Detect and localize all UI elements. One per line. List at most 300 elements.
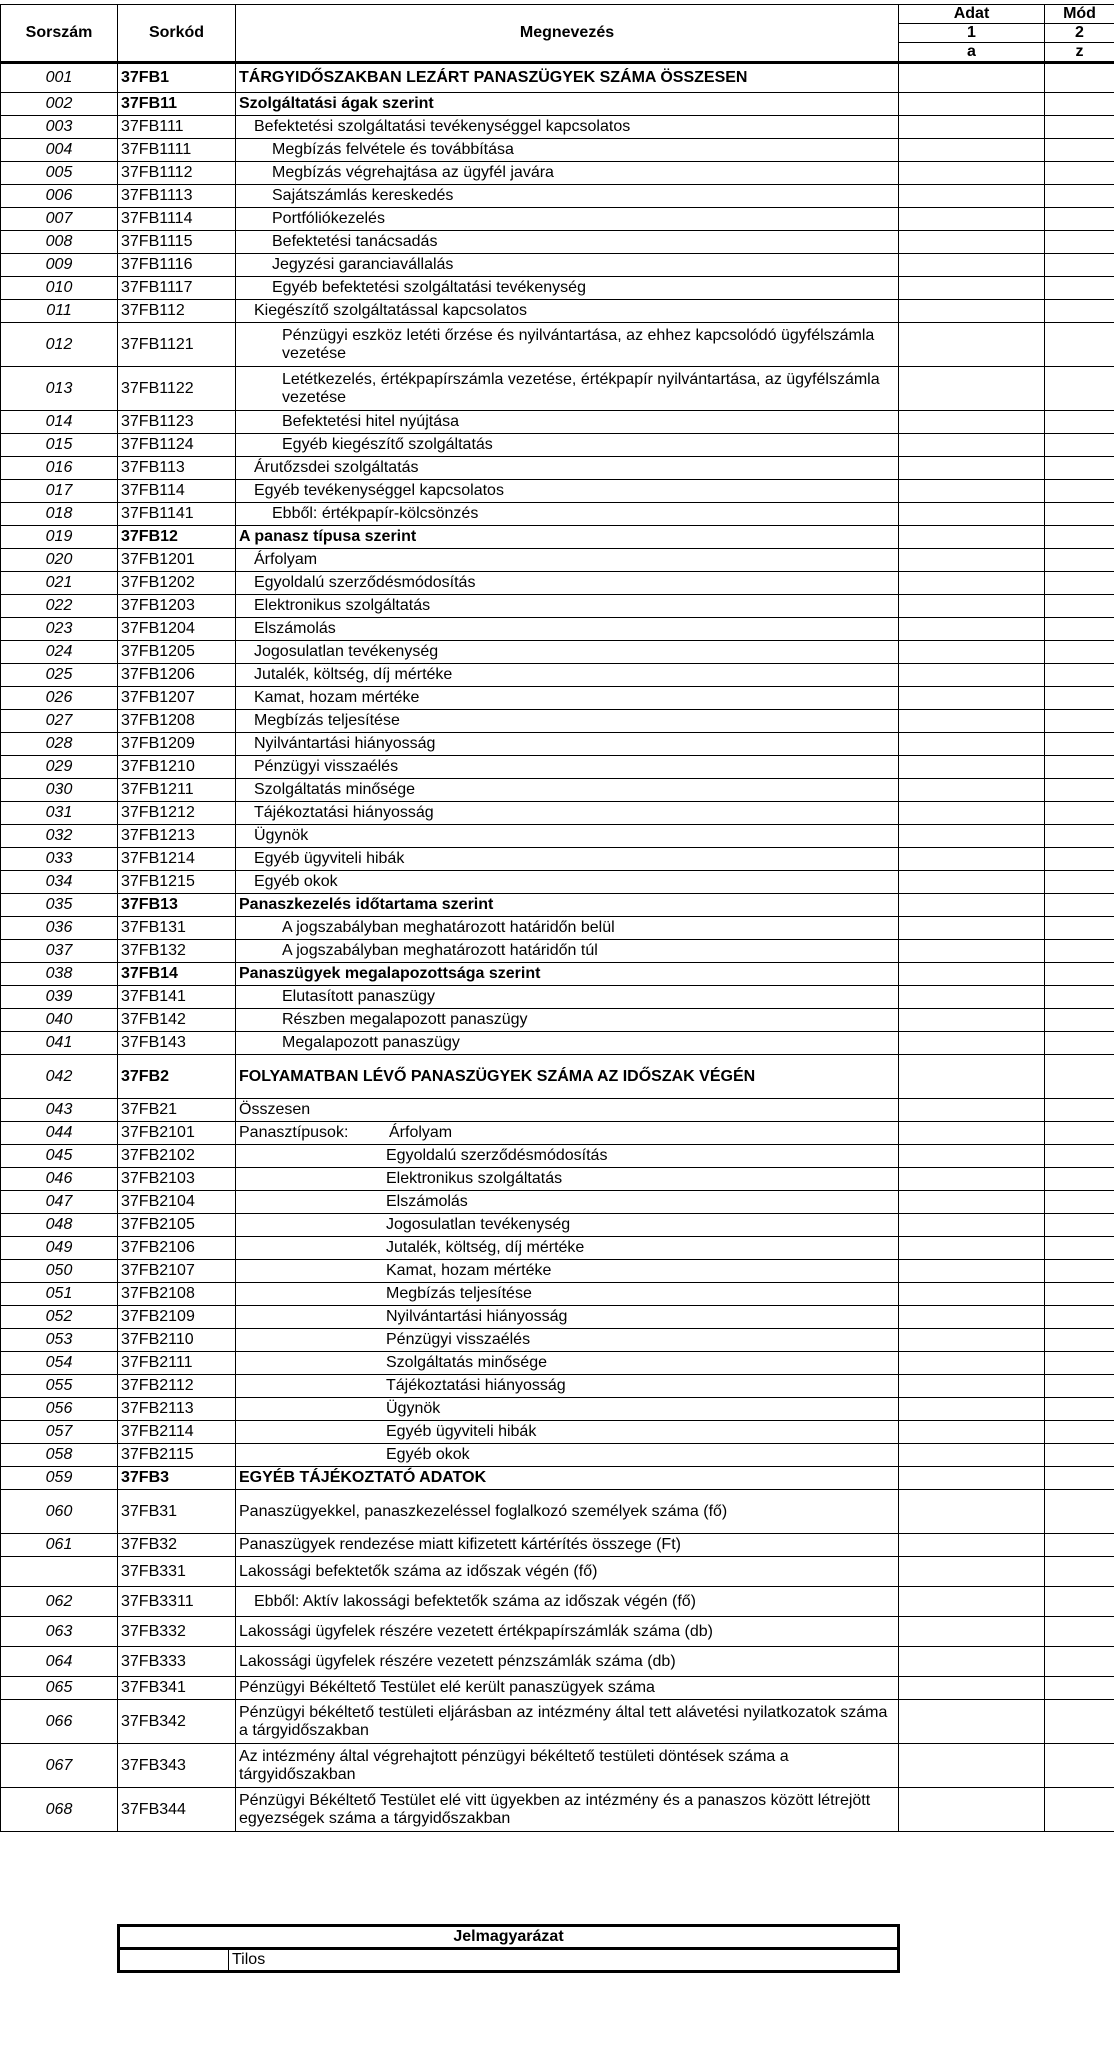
cell-mod — [1045, 526, 1114, 549]
row-code: 37FB1116 — [118, 254, 236, 277]
row-number: 067 — [1, 1744, 118, 1788]
table-row — [1, 572, 1114, 595]
cell-mod — [1045, 162, 1114, 185]
row-name: Egyoldalú szerződésmódosítás — [236, 572, 899, 595]
cell-adat — [899, 1099, 1045, 1122]
row-number: 050 — [1, 1260, 118, 1283]
row-number: 022 — [1, 595, 118, 618]
row-name — [236, 1122, 899, 1145]
table-row — [1, 940, 1114, 963]
row-number: 059 — [1, 1467, 118, 1490]
row-number: 018 — [1, 503, 118, 526]
table-row — [1, 434, 1114, 457]
table-row — [1, 480, 1114, 503]
row-code: 37FB113 — [118, 457, 236, 480]
row-number: 002 — [1, 93, 118, 116]
row-number: 051 — [1, 1283, 118, 1306]
cell-mod — [1045, 595, 1114, 618]
row-code: 37FB1211 — [118, 779, 236, 802]
header-mod: Mód — [1045, 5, 1114, 24]
cell-adat — [899, 1421, 1045, 1444]
row-code: 37FB2105 — [118, 1214, 236, 1237]
table-row — [1, 1145, 1114, 1168]
row-number: 025 — [1, 664, 118, 687]
table-row — [1, 139, 1114, 162]
row-name: Lakossági ügyfelek részére vezetett értékpapírszámlák száma (db) — [236, 1617, 899, 1647]
row-name: Elszámolás — [236, 1191, 899, 1214]
cell-mod — [1045, 1329, 1114, 1352]
row-number: 052 — [1, 1306, 118, 1329]
cell-mod — [1045, 1788, 1114, 1832]
row-number: 031 — [1, 802, 118, 825]
row-code: 37FB2110 — [118, 1329, 236, 1352]
table-row — [1, 1122, 1114, 1145]
cell-adat — [899, 1009, 1045, 1032]
cell-adat — [899, 1700, 1045, 1744]
row-number: 023 — [1, 618, 118, 641]
row-number: 021 — [1, 572, 118, 595]
cell-mod — [1045, 986, 1114, 1009]
row-code: 37FB343 — [118, 1744, 236, 1788]
cell-adat — [899, 1617, 1045, 1647]
row-name: Egyéb kiegészítő szolgáltatás — [236, 434, 899, 457]
cell-adat — [899, 802, 1045, 825]
row-name: Befektetési hitel nyújtása — [236, 411, 899, 434]
cell-mod — [1045, 1700, 1114, 1744]
row-code: 37FB1115 — [118, 231, 236, 254]
cell-adat — [899, 323, 1045, 367]
row-number: 054 — [1, 1352, 118, 1375]
cell-mod — [1045, 1168, 1114, 1191]
row-code: 37FB132 — [118, 940, 236, 963]
row-number: 061 — [1, 1534, 118, 1557]
table-row — [1, 595, 1114, 618]
row-code: 37FB1201 — [118, 549, 236, 572]
cell-adat — [899, 549, 1045, 572]
cell-mod — [1045, 434, 1114, 457]
table-row — [1, 1444, 1114, 1467]
row-name: Ügynök — [236, 825, 899, 848]
row-code: 37FB11 — [118, 93, 236, 116]
row-code: 37FB21 — [118, 1099, 236, 1122]
cell-mod — [1045, 1237, 1114, 1260]
table-row — [1, 1099, 1114, 1122]
cell-mod — [1045, 1352, 1114, 1375]
table-row — [1, 1490, 1114, 1534]
row-code: 37FB331 — [118, 1557, 236, 1587]
row-code: 37FB1203 — [118, 595, 236, 618]
cell-adat — [899, 1260, 1045, 1283]
row-code: 37FB1111 — [118, 139, 236, 162]
row-name: Egyéb okok — [236, 871, 899, 894]
cell-adat — [899, 1444, 1045, 1467]
cell-mod — [1045, 871, 1114, 894]
row-code: 37FB31 — [118, 1490, 236, 1534]
row-name: Panaszügyek rendezése miatt kifizetett kártérítés összege (Ft) — [236, 1534, 899, 1557]
row-number: 044 — [1, 1122, 118, 1145]
row-code: 37FB1124 — [118, 434, 236, 457]
table-row — [1, 503, 1114, 526]
row-name: Szolgáltatási ágak szerint — [236, 93, 899, 116]
row-code: 37FB332 — [118, 1617, 236, 1647]
cell-mod — [1045, 1617, 1114, 1647]
table-row — [1, 1534, 1114, 1557]
row-number: 033 — [1, 848, 118, 871]
row-name: Jogosulatlan tevékenység — [236, 641, 899, 664]
row-number: 060 — [1, 1490, 118, 1534]
row-number: 063 — [1, 1617, 118, 1647]
row-number: 053 — [1, 1329, 118, 1352]
cell-adat — [899, 917, 1045, 940]
table-row — [1, 641, 1114, 664]
table-row — [1, 1352, 1114, 1375]
cell-adat — [899, 1677, 1045, 1700]
cell-mod — [1045, 254, 1114, 277]
cell-mod — [1045, 1677, 1114, 1700]
table-row — [1, 367, 1114, 411]
row-number: 019 — [1, 526, 118, 549]
row-name: Letétkezelés, értékpapírszámla vezetése, értékpapír nyilvántartása, az ügyfélszámla vezetése — [236, 367, 899, 411]
row-name: Nyilvántartási hiányosság — [236, 1306, 899, 1329]
cell-mod — [1045, 63, 1114, 93]
row-name: Panaszügyek megalapozottsága szerint — [236, 963, 899, 986]
row-number: 034 — [1, 871, 118, 894]
row-number: 064 — [1, 1647, 118, 1677]
row-code: 37FB2 — [118, 1055, 236, 1099]
table-row — [1, 1647, 1114, 1677]
cell-adat — [899, 1168, 1045, 1191]
cell-adat — [899, 572, 1045, 595]
table-row — [1, 733, 1114, 756]
cell-mod — [1045, 1557, 1114, 1587]
table-row — [1, 1677, 1114, 1700]
cell-adat — [899, 503, 1045, 526]
cell-adat — [899, 1283, 1045, 1306]
cell-mod — [1045, 185, 1114, 208]
cell-adat — [899, 1647, 1045, 1677]
cell-mod — [1045, 779, 1114, 802]
header-mod-num: 2 — [1045, 24, 1114, 43]
cell-adat — [899, 1788, 1045, 1832]
row-code: 37FB1209 — [118, 733, 236, 756]
table-row — [1, 411, 1114, 434]
row-name: Pénzügyi Békéltető Testület elé került panaszügyek száma — [236, 1677, 899, 1700]
row-number: 017 — [1, 480, 118, 503]
table-row — [1, 848, 1114, 871]
row-number: 003 — [1, 116, 118, 139]
cell-adat — [899, 457, 1045, 480]
table-row — [1, 63, 1114, 93]
row-code: 37FB2115 — [118, 1444, 236, 1467]
cell-adat — [899, 1490, 1045, 1534]
cell-mod — [1045, 733, 1114, 756]
row-name: Portfóliókezelés — [236, 208, 899, 231]
cell-adat — [899, 664, 1045, 687]
row-name: Jutalék, költség, díj mértéke — [236, 1237, 899, 1260]
row-number: 049 — [1, 1237, 118, 1260]
cell-adat — [899, 300, 1045, 323]
row-code: 37FB1121 — [118, 323, 236, 367]
row-name: Szolgáltatás minősége — [236, 779, 899, 802]
row-number — [1, 1557, 118, 1587]
row-code: 37FB342 — [118, 1700, 236, 1744]
row-code: 37FB114 — [118, 480, 236, 503]
cell-adat — [899, 940, 1045, 963]
row-name: Ebből: értékpapír-kölcsönzés — [236, 503, 899, 526]
row-number: 048 — [1, 1214, 118, 1237]
cell-adat — [899, 641, 1045, 664]
cell-adat — [899, 756, 1045, 779]
cell-mod — [1045, 572, 1114, 595]
table-row — [1, 526, 1114, 549]
cell-mod — [1045, 1099, 1114, 1122]
header-adat-letter: a — [899, 43, 1045, 63]
row-code: 37FB14 — [118, 963, 236, 986]
row-name-text: Árfolyam — [389, 1124, 453, 1141]
table-row — [1, 687, 1114, 710]
row-number: 040 — [1, 1009, 118, 1032]
row-code: 37FB2106 — [118, 1237, 236, 1260]
cell-adat — [899, 1191, 1045, 1214]
row-name: Megbízás végrehajtása az ügyfél javára — [236, 162, 899, 185]
table-row — [1, 1260, 1114, 1283]
row-code: 37FB3311 — [118, 1587, 236, 1617]
row-number: 055 — [1, 1375, 118, 1398]
row-number: 004 — [1, 139, 118, 162]
row-number: 001 — [1, 63, 118, 93]
cell-mod — [1045, 1467, 1114, 1490]
row-code: 37FB1204 — [118, 618, 236, 641]
cell-adat — [899, 63, 1045, 93]
table-row — [1, 1329, 1114, 1352]
cell-adat — [899, 277, 1045, 300]
cell-mod — [1045, 93, 1114, 116]
row-code: 37FB2114 — [118, 1421, 236, 1444]
cell-mod — [1045, 277, 1114, 300]
row-name: Egyéb okok — [236, 1444, 899, 1467]
row-name: Elutasított panaszügy — [236, 986, 899, 1009]
table-row — [1, 1617, 1114, 1647]
row-name: Egyéb befektetési szolgáltatási tevékenység — [236, 277, 899, 300]
row-name: Megalapozott panaszügy — [236, 1032, 899, 1055]
row-name: Tájékoztatási hiányosság — [236, 802, 899, 825]
table-row — [1, 1467, 1114, 1490]
table-row — [1, 1744, 1114, 1788]
row-name: Árutőzsdei szolgáltatás — [236, 457, 899, 480]
row-number: 010 — [1, 277, 118, 300]
row-name: A jogszabályban meghatározott határidőn belül — [236, 917, 899, 940]
row-code: 37FB1122 — [118, 367, 236, 411]
row-code: 37FB2102 — [118, 1145, 236, 1168]
row-number: 032 — [1, 825, 118, 848]
cell-mod — [1045, 756, 1114, 779]
row-code: 37FB2109 — [118, 1306, 236, 1329]
row-name: Megbízás felvétele és továbbítása — [236, 139, 899, 162]
row-name: A jogszabályban meghatározott határidőn túl — [236, 940, 899, 963]
row-code: 37FB1202 — [118, 572, 236, 595]
row-code: 37FB1 — [118, 63, 236, 93]
cell-adat — [899, 1534, 1045, 1557]
cell-mod — [1045, 1375, 1114, 1398]
cell-adat — [899, 208, 1045, 231]
cell-mod — [1045, 1587, 1114, 1617]
row-number: 027 — [1, 710, 118, 733]
cell-adat — [899, 1306, 1045, 1329]
cell-adat — [899, 162, 1045, 185]
cell-mod — [1045, 1534, 1114, 1557]
row-code: 37FB1212 — [118, 802, 236, 825]
cell-mod — [1045, 1647, 1114, 1677]
table-row — [1, 93, 1114, 116]
row-number: 028 — [1, 733, 118, 756]
row-number: 058 — [1, 1444, 118, 1467]
cell-adat — [899, 1398, 1045, 1421]
legend-label: Tilos — [229, 1949, 899, 1972]
cell-mod — [1045, 367, 1114, 411]
cell-mod — [1045, 1032, 1114, 1055]
row-number: 020 — [1, 549, 118, 572]
row-number: 005 — [1, 162, 118, 185]
cell-adat — [899, 139, 1045, 162]
row-name: Sajátszámlás kereskedés — [236, 185, 899, 208]
header-mod-letter: z — [1045, 43, 1114, 63]
row-name: Elektronikus szolgáltatás — [236, 595, 899, 618]
row-code: 37FB341 — [118, 1677, 236, 1700]
cell-adat — [899, 480, 1045, 503]
row-name: Egyéb ügyviteli hibák — [236, 1421, 899, 1444]
cell-mod — [1045, 963, 1114, 986]
cell-adat — [899, 848, 1045, 871]
cell-adat — [899, 1145, 1045, 1168]
row-number: 066 — [1, 1700, 118, 1744]
row-name: Részben megalapozott panaszügy — [236, 1009, 899, 1032]
row-code: 37FB1213 — [118, 825, 236, 848]
header-megnevezes: Megnevezés — [236, 5, 899, 63]
cell-adat — [899, 1122, 1045, 1145]
table-header — [1, 5, 1114, 63]
row-prefix: Panasztípusok: — [239, 1124, 349, 1141]
row-code: 37FB1208 — [118, 710, 236, 733]
table-row — [1, 963, 1114, 986]
row-code: 37FB111 — [118, 116, 236, 139]
cell-adat — [899, 1587, 1045, 1617]
legend-swatch — [119, 1949, 229, 1972]
cell-adat — [899, 1352, 1045, 1375]
cell-adat — [899, 1237, 1045, 1260]
cell-adat — [899, 986, 1045, 1009]
cell-mod — [1045, 618, 1114, 641]
row-code: 37FB1210 — [118, 756, 236, 779]
cell-mod — [1045, 1145, 1114, 1168]
row-code: 37FB32 — [118, 1534, 236, 1557]
row-name: Megbízás teljesítése — [236, 710, 899, 733]
row-name: Egyéb ügyviteli hibák — [236, 848, 899, 871]
cell-mod — [1045, 1055, 1114, 1099]
row-number: 009 — [1, 254, 118, 277]
cell-adat — [899, 687, 1045, 710]
row-name: FOLYAMATBAN LÉVŐ PANASZÜGYEK SZÁMA AZ IDŐSZAK VÉGÉN — [236, 1055, 899, 1099]
row-name: Kamat, hozam mértéke — [236, 1260, 899, 1283]
row-number: 057 — [1, 1421, 118, 1444]
header-adat: Adat — [899, 5, 1045, 24]
table-row — [1, 549, 1114, 572]
cell-mod — [1045, 1398, 1114, 1421]
row-number: 016 — [1, 457, 118, 480]
row-code: 37FB1114 — [118, 208, 236, 231]
row-name: Jutalék, költség, díj mértéke — [236, 664, 899, 687]
table-row — [1, 802, 1114, 825]
row-number: 012 — [1, 323, 118, 367]
cell-mod — [1045, 1306, 1114, 1329]
row-name: TÁRGYIDŐSZAKBAN LEZÁRT PANASZÜGYEK SZÁMA ÖSSZESEN — [236, 63, 899, 93]
row-number: 043 — [1, 1099, 118, 1122]
row-name: Kamat, hozam mértéke — [236, 687, 899, 710]
cell-adat — [899, 963, 1045, 986]
cell-mod — [1045, 116, 1114, 139]
row-number: 056 — [1, 1398, 118, 1421]
cell-mod — [1045, 1009, 1114, 1032]
cell-mod — [1045, 208, 1114, 231]
cell-adat — [899, 1467, 1045, 1490]
table-row — [1, 231, 1114, 254]
row-number: 013 — [1, 367, 118, 411]
row-number: 008 — [1, 231, 118, 254]
table-row — [1, 986, 1114, 1009]
row-name: Pénzügyi békéltető testületi eljárásban az intézmény által tett alávetési nyilatkozatok száma a tárgyidőszakban — [236, 1700, 899, 1744]
cell-adat — [899, 779, 1045, 802]
row-number: 026 — [1, 687, 118, 710]
table-row — [1, 116, 1114, 139]
row-code: 37FB1123 — [118, 411, 236, 434]
legend-table — [117, 1924, 900, 1973]
table-row — [1, 1557, 1114, 1587]
table-row — [1, 1055, 1114, 1099]
cell-adat — [899, 254, 1045, 277]
cell-adat — [899, 733, 1045, 756]
table-row — [1, 1788, 1114, 1832]
row-name: Pénzügyi Békéltető Testület elé vitt ügyekben az intézmény és a panaszos között létrejött egyezségek száma a tárgyidőszakban — [236, 1788, 899, 1832]
row-code: 37FB333 — [118, 1647, 236, 1677]
row-code: 37FB2107 — [118, 1260, 236, 1283]
row-code: 37FB1141 — [118, 503, 236, 526]
cell-mod — [1045, 503, 1114, 526]
table-row — [1, 208, 1114, 231]
cell-adat — [899, 526, 1045, 549]
row-name: Pénzügyi eszköz letéti őrzése és nyilvántartása, az ehhez kapcsolódó ügyfélszámla vezetése — [236, 323, 899, 367]
header-sorszam: Sorszám — [1, 5, 118, 63]
cell-adat — [899, 1032, 1045, 1055]
row-number: 007 — [1, 208, 118, 231]
cell-adat — [899, 825, 1045, 848]
cell-mod — [1045, 687, 1114, 710]
row-number: 038 — [1, 963, 118, 986]
table-row — [1, 894, 1114, 917]
cell-mod — [1045, 300, 1114, 323]
cell-mod — [1045, 1214, 1114, 1237]
row-number: 037 — [1, 940, 118, 963]
header-sorkod: Sorkód — [118, 5, 236, 63]
cell-mod — [1045, 802, 1114, 825]
cell-adat — [899, 1329, 1045, 1352]
row-code: 37FB1117 — [118, 277, 236, 300]
row-code: 37FB142 — [118, 1009, 236, 1032]
table-row — [1, 254, 1114, 277]
cell-adat — [899, 710, 1045, 733]
cell-mod — [1045, 664, 1114, 687]
header-adat-num: 1 — [899, 24, 1045, 43]
row-number: 035 — [1, 894, 118, 917]
row-name: Ebből: Aktív lakossági befektetők száma az időszak végén (fő) — [236, 1587, 899, 1617]
